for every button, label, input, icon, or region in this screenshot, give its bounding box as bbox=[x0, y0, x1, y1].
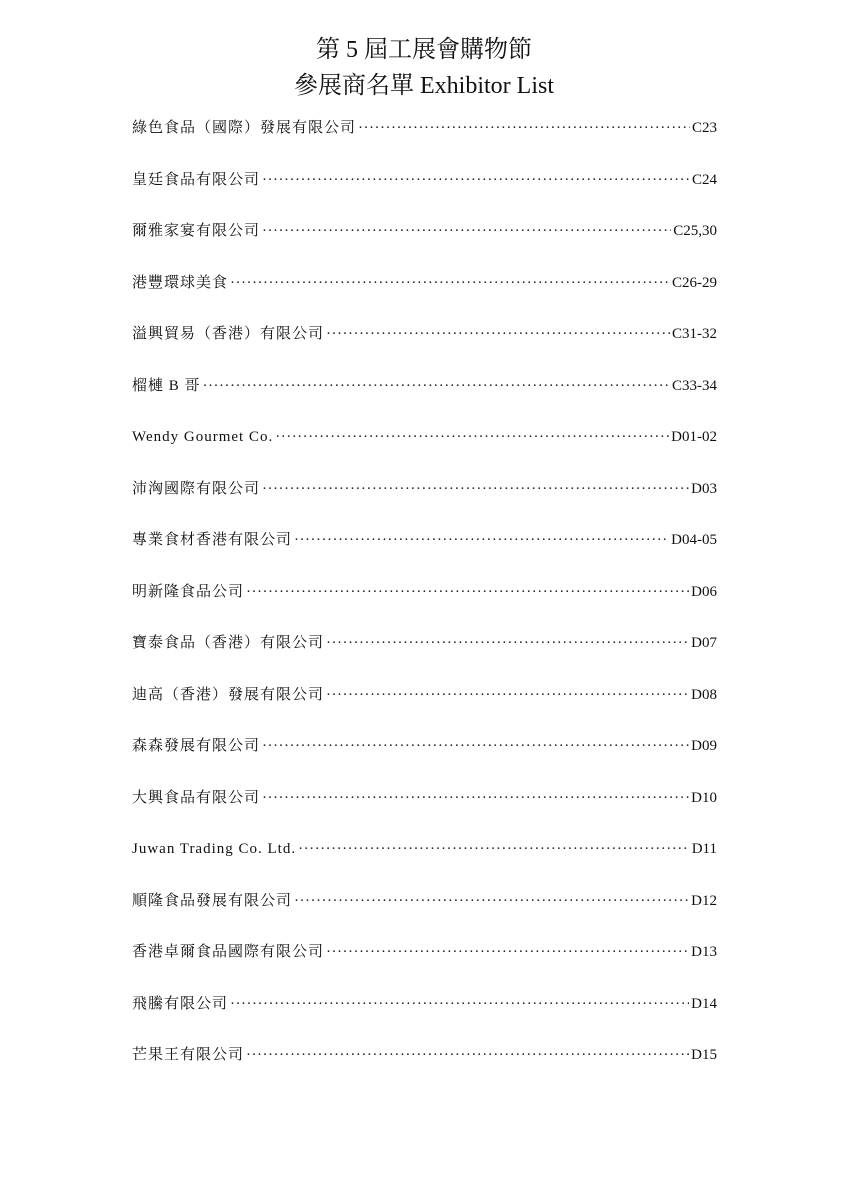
exhibitor-row bbox=[132, 1040, 717, 1092]
exhibitor-row bbox=[132, 886, 717, 938]
exhibitor-name: 溢興貿易（香港）有限公司 bbox=[132, 326, 325, 342]
dot-leader bbox=[203, 371, 670, 401]
booth-number: C33-34 bbox=[672, 377, 717, 394]
exhibitor-name: 森森發展有限公司 bbox=[132, 738, 261, 754]
booth-number: D09 bbox=[691, 738, 717, 754]
booth-number: D07 bbox=[691, 635, 717, 651]
booth-number: D01-02 bbox=[671, 429, 717, 445]
exhibitor-row bbox=[132, 628, 717, 680]
dot-leader bbox=[246, 1040, 689, 1070]
exhibitor-row bbox=[132, 989, 717, 1041]
booth-number: D03 bbox=[691, 480, 717, 497]
exhibitor-list bbox=[132, 113, 717, 1092]
exhibitor-row bbox=[132, 474, 717, 526]
booth-number: C24 bbox=[691, 171, 717, 188]
dot-leader bbox=[262, 783, 689, 813]
exhibitor-name: 皇廷食品有限公司 bbox=[132, 171, 261, 188]
exhibitor-name: 綠色食品（國際）發展有限公司 bbox=[132, 120, 357, 136]
dot-leader bbox=[230, 268, 670, 298]
exhibitor-name: 芒果王有限公司 bbox=[132, 1047, 245, 1063]
page-subtitle: 參展商名單 Exhibitor List bbox=[294, 73, 554, 99]
exhibitor-row bbox=[132, 165, 717, 217]
dot-leader bbox=[275, 422, 669, 452]
exhibitor-row bbox=[132, 834, 717, 886]
booth-number: C25,30 bbox=[673, 223, 717, 239]
dot-leader bbox=[358, 113, 690, 143]
booth-number: D14 bbox=[691, 995, 717, 1012]
booth-number: D15 bbox=[691, 1047, 717, 1063]
dot-leader bbox=[294, 886, 689, 916]
exhibitor-name: 沛洶國際有限公司 bbox=[132, 480, 261, 497]
exhibitor-name: 飛騰有限公司 bbox=[132, 995, 229, 1012]
dot-leader bbox=[262, 474, 689, 504]
exhibitor-row bbox=[132, 113, 717, 165]
exhibitor-row bbox=[132, 216, 717, 268]
booth-number: C26-29 bbox=[672, 274, 717, 291]
exhibitor-row bbox=[132, 319, 717, 371]
dot-leader bbox=[326, 937, 689, 967]
booth-number: C23 bbox=[691, 120, 717, 136]
exhibitor-row bbox=[132, 937, 717, 989]
exhibitor-name: 爾雅家宴有限公司 bbox=[132, 223, 261, 239]
exhibitor-row bbox=[132, 268, 717, 320]
dot-leader bbox=[262, 165, 690, 195]
dot-leader bbox=[294, 525, 669, 555]
dot-leader bbox=[262, 731, 689, 761]
exhibitor-name: 大興食品有限公司 bbox=[132, 789, 261, 806]
exhibitor-row bbox=[132, 525, 717, 577]
booth-number: C31-32 bbox=[672, 326, 717, 342]
exhibitor-name: 香港卓爾食品國際有限公司 bbox=[132, 944, 325, 960]
exhibitor-name: 榴槤 B 哥 bbox=[132, 377, 201, 394]
dot-leader bbox=[326, 628, 689, 658]
exhibitor-row bbox=[132, 783, 717, 835]
exhibitor-name: Wendy Gourmet Co. bbox=[132, 429, 274, 445]
booth-number: D13 bbox=[691, 944, 717, 960]
exhibitor-name: 寶泰食品（香港）有限公司 bbox=[132, 635, 325, 651]
dot-leader bbox=[246, 577, 689, 607]
exhibitor-name: 迪高（香港）發展有限公司 bbox=[132, 686, 325, 703]
dot-leader bbox=[298, 834, 690, 864]
dot-leader bbox=[326, 680, 689, 710]
dot-leader bbox=[326, 319, 670, 349]
exhibitor-name: 港豐環球美食 bbox=[132, 274, 229, 291]
booth-number: D10 bbox=[691, 789, 717, 806]
booth-number: D12 bbox=[691, 892, 717, 909]
booth-number: D11 bbox=[691, 841, 717, 857]
exhibitor-row bbox=[132, 680, 717, 732]
booth-number: D08 bbox=[691, 686, 717, 703]
booth-number: D04-05 bbox=[671, 532, 717, 548]
exhibitor-name: 明新隆食品公司 bbox=[132, 583, 245, 600]
exhibitor-row bbox=[132, 577, 717, 629]
exhibitor-row bbox=[132, 422, 717, 474]
dot-leader bbox=[262, 216, 671, 246]
exhibitor-name: 順隆食品發展有限公司 bbox=[132, 892, 293, 909]
dot-leader bbox=[230, 989, 689, 1019]
exhibitor-name: 專業食材香港有限公司 bbox=[132, 532, 293, 548]
exhibitor-row bbox=[132, 371, 717, 423]
exhibitor-row bbox=[132, 731, 717, 783]
exhibitor-name: Juwan Trading Co. Ltd. bbox=[132, 841, 297, 857]
page-title: 第 5 屆工展會購物節 bbox=[316, 37, 532, 63]
booth-number: D06 bbox=[691, 583, 717, 600]
